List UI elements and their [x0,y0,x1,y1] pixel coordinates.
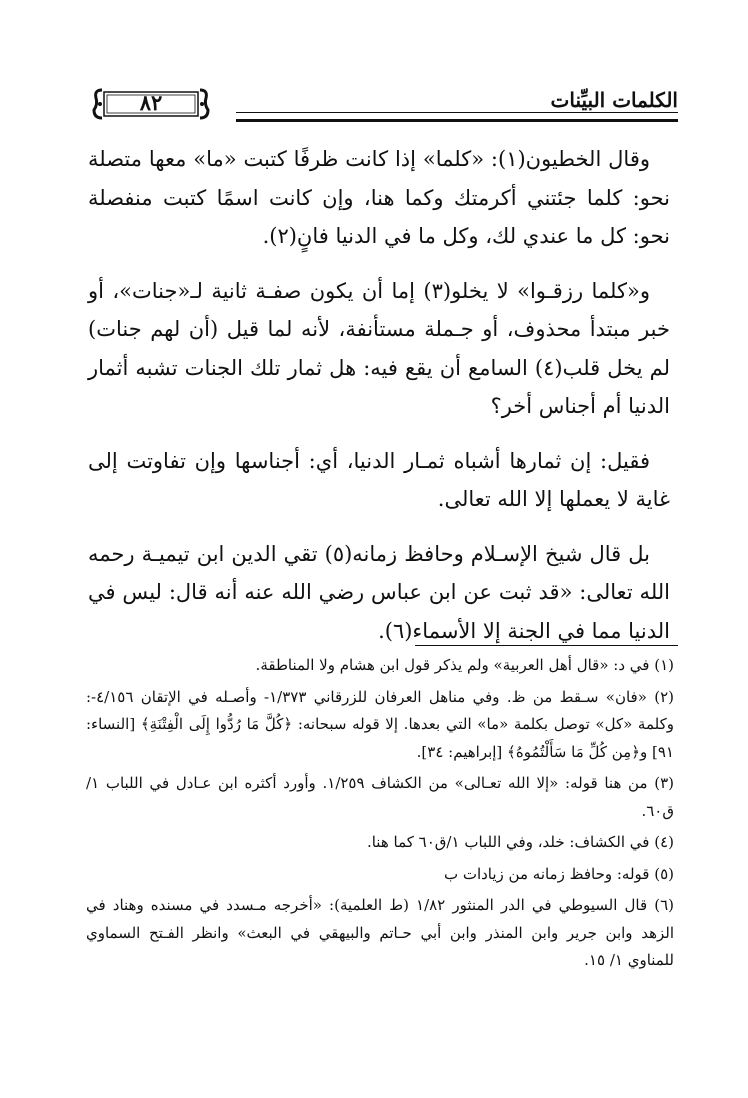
paragraph: بل قال شيخ الإسـلام وحافظ زمانه(٥) تقي الدين ابن تيميـة رحمه الله تعالى: «قد ثبت عن ابن عباس رضي الله عنه أنه قال: ليس في الدنيا مما في الجنة إلا الأسماء(٦). [88,541,670,643]
footnote: (١) في د: «قال أهل العربية» ولم يذكر قول ابن هشام ولا المناطقة. [255,656,674,674]
page-header [86,82,678,126]
footnote: (٣) من هنا قوله: «إلا الله تعـالى» من الكشاف ١/٢٥٩. وأورد أكثره ابن عـادل في اللباب ١/ق٦٠. [86,774,674,820]
page-number: ٨٢ [139,90,163,115]
footnote: (٤) في الكشاف: خلد، وفي اللباب ١/ق٦٠ كما هنا. [366,833,674,851]
paragraph: و«كلما رزقـوا» لا يخلو(٣) إما أن يكون صفـة ثانية لـ«جنات»، أو خبر مبتدأ محذوف، أو جـملة مستأنفة، لأنه لما قيل (أن لهم جنات) لم يخل قلب(٤) السامع أن يقع فيه: هل ثمار تلك الجنات تشبه أثمار الدنيا أم أجناس أخر؟ [88,278,670,418]
footnote: (٦) قال السيوطي في الدر المنثور ١/٨٢ (ط العلمية): «أخرجه مـسدد في مسنده وهناد في الزهد وابن جرير وابن المنذر وابن أبي حـاتم والبيهقي في البعث» وانظر الفـتح السماوي للمناوي ١/ ١٥. [86,896,674,969]
footnote-separator [415,645,678,646]
footnote: (٥) قوله: وحافظ زمانه من زيادات ب [443,864,674,883]
footnotes [86,652,674,979]
header-rule [236,112,678,122]
paragraph: وقال الخطيون(١): «كلما» إذا كانت ظرفًا كتبت «ما» معها متصلة نحو: كلما جئتني أكرمتك وكما هنا، وإن كانت اسمًا كتبت منفصلة نحو: كل ما عندي لك، وكل ما في الدنيا فانٍ(٢). [88,147,670,248]
paragraph: فقيل: إن ثمارها أشباه ثمـار الدنيا، أي: أجناسها وإن تفاوتت إلى غاية لا يعملها إلا الله تعالى. [88,448,670,511]
running-title: الكلمات البيِّنات [543,88,678,112]
page-number-frame [92,86,210,122]
footnote: (٢) «فان» سـقط من ظ. وفي مناهل العرفان للزرقاني ١/٣٧٣- وأصـله في الإتقان ٤/١٥٦-: وكلمة «كل» توصل بكلمة «ما» التي بعدها. إلا قوله سبحانه: ﴿كُلَّ مَا رُدُّوا إِلَى الْفِتْنَةِ﴾ [النساء: ٩١] و﴿مِن كُلِّ مَا سَأَلْتُمُوهُ﴾ [إبراهيم: ٣٤]. [86,687,675,761]
body-text [88,140,670,650]
